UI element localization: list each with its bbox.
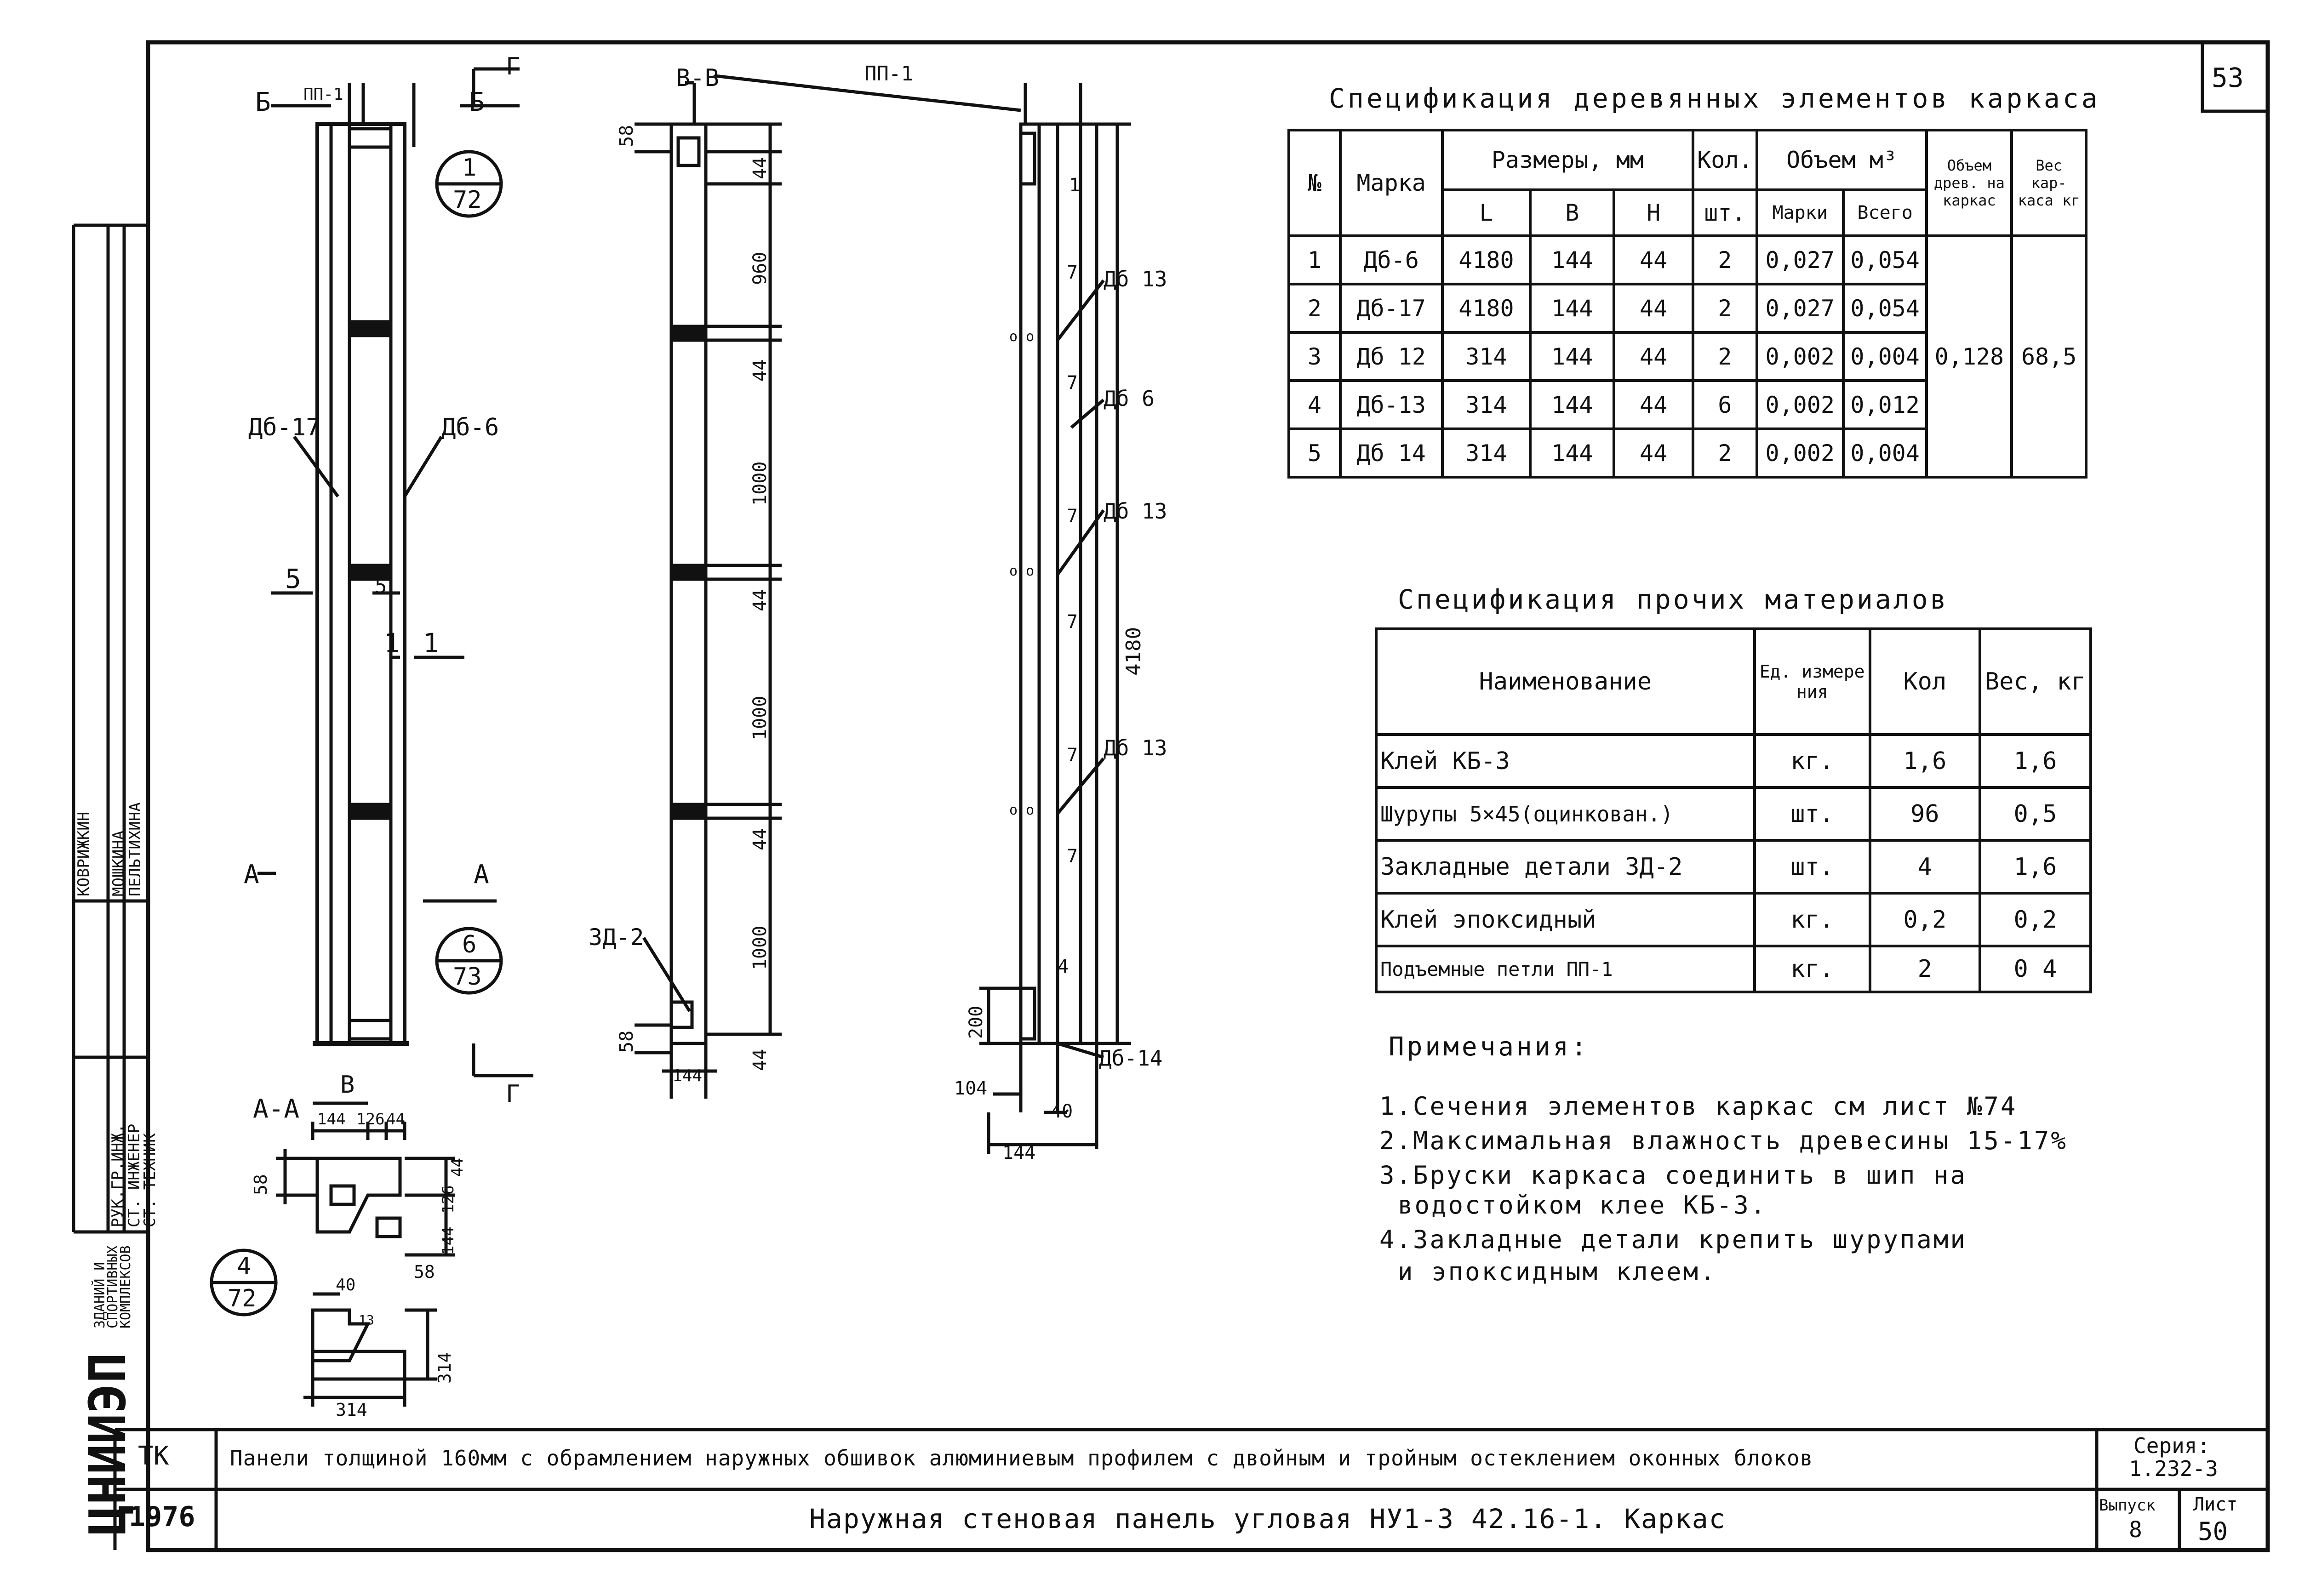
cell: 2 [1693, 236, 1756, 284]
cell: 314 [1442, 429, 1531, 477]
label-db13b: Дб 13 [1104, 499, 1167, 524]
cell: 0,5 [1980, 787, 2091, 840]
cell: Подъемные петли ПП-1 [1376, 946, 1755, 992]
th-vol-total: Всего [1843, 190, 1927, 236]
cell: 44 [1614, 284, 1693, 332]
cell: Дб-6 [1340, 236, 1442, 284]
dim-aa-144b: 144 [439, 1226, 458, 1255]
dim-aa-44: 44 [386, 1110, 405, 1129]
th-num: № [1289, 130, 1340, 236]
dim-vv-1000b: 1000 [749, 695, 771, 740]
cell: кг. [1755, 893, 1870, 946]
cell: 0 4 [1980, 946, 2091, 992]
cell: 0,027 [1757, 284, 1843, 332]
th-B: В [1530, 190, 1614, 236]
dim-aa-314: 314 [435, 1352, 455, 1384]
cell: 4180 [1442, 236, 1531, 284]
label-db13c: Дб 13 [1104, 735, 1167, 760]
cell: 0,2 [1870, 893, 1980, 946]
dim-aa-144: 144 [317, 1110, 346, 1129]
title-sub: Наружная стеновая панель угловая НУ1-3 42.16-1. Каркас [809, 1503, 1726, 1534]
sheet-label: Лист [2193, 1494, 2238, 1515]
th-weight: Вес, кг [1980, 629, 2091, 735]
stamp-role-2: СТ. ИНЖЕНЕР [125, 1123, 143, 1227]
cell: 144 [1530, 381, 1614, 429]
spec-other-table [1375, 627, 2092, 993]
spec-wood-title: Спецификация деревянных элементов каркаса [1329, 83, 2100, 114]
sheet-value: 50 [2198, 1517, 2228, 1546]
callout-2-bottom: 73 [453, 963, 482, 991]
callout-3-top: 4 [237, 1253, 252, 1280]
label-db6: Дб-6 [441, 414, 499, 441]
label-g-bottom: Г [506, 1080, 520, 1108]
label-1b: 1 [423, 627, 439, 659]
cell: 0,027 [1757, 236, 1843, 284]
cell: 2 [1693, 284, 1756, 332]
label-db14: Дб-14 [1099, 1046, 1163, 1071]
th-qty: Кол. [1693, 130, 1756, 190]
dim-aa-58: 58 [251, 1174, 271, 1195]
cell: 3 [1289, 332, 1340, 381]
stamp-org-line2: СПОРТИВНЫХ [105, 1245, 121, 1328]
label-zd2: ЗД-2 [589, 924, 644, 951]
dim-vv-960: 960 [749, 251, 771, 285]
note-4: 4.Закладные детали крепить шурупами [1379, 1225, 1967, 1254]
cell: 1,6 [1870, 735, 1980, 787]
dim-vv-44e: 44 [749, 1049, 771, 1071]
series-label: Серия: [2133, 1433, 2210, 1458]
label-1: 1 [1069, 175, 1081, 196]
dim-aa-40: 40 [336, 1276, 356, 1294]
cell-weight: 68,5 [2012, 236, 2086, 477]
th-qty-unit: шт. [1693, 190, 1756, 236]
label-7a: 7 [1067, 262, 1078, 283]
th-unit: Ед. измере ния [1755, 629, 1870, 735]
label-g-top: Г [506, 53, 520, 80]
dim-aa-44b: 44 [448, 1158, 467, 1177]
cell: Дб 14 [1340, 429, 1442, 477]
dim-vv-44d: 44 [749, 828, 771, 850]
stamp-name-1: КОВРИЖКИН [74, 811, 93, 896]
table-row [1376, 840, 2091, 893]
cell: 0,054 [1843, 236, 1927, 284]
notes-title: Примечания: [1389, 1032, 1590, 1062]
label-5: 5 [285, 563, 301, 594]
cell: 0,002 [1757, 429, 1843, 477]
cell: 144 [1530, 284, 1614, 332]
dim-aa-314b: 314 [336, 1400, 367, 1420]
label-7e: 7 [1067, 745, 1078, 766]
dim-aa-126b: 126 [439, 1185, 458, 1214]
stamp-role-1: РУК.ГР.ИНЖ. [109, 1123, 127, 1227]
th-H: Н [1614, 190, 1693, 236]
label-db13a: Дб 13 [1104, 267, 1167, 291]
dim-right-200: 200 [966, 1005, 987, 1039]
cell: 0,002 [1757, 381, 1843, 429]
cell: 144 [1530, 332, 1614, 381]
issue-label: Выпуск [2099, 1496, 2156, 1515]
cell: 44 [1614, 429, 1693, 477]
cell: Дб-13 [1340, 381, 1442, 429]
cell: Дб 12 [1340, 332, 1442, 381]
dim-aa-126: 126 [356, 1110, 385, 1129]
spec-other-title: Спецификация прочих материалов [1398, 584, 1949, 615]
cell-vol-frame: 0,128 [1927, 236, 2012, 477]
note-3: 3.Бруски каркаса соединить в шип на [1379, 1161, 1967, 1190]
section-right [979, 83, 1131, 1154]
cell: Дб-17 [1340, 284, 1442, 332]
cell: кг. [1755, 735, 1870, 787]
label-1a: 1 [384, 627, 400, 659]
table-row [1376, 787, 2091, 840]
note-1: 1.Сечения элементов каркас см лист №74 [1379, 1092, 2018, 1121]
stamp-name-3: ПЕЛЬТИХИНА [126, 802, 144, 896]
cell: 0,004 [1843, 332, 1927, 381]
table-row [1376, 946, 2091, 992]
cell: шт. [1755, 840, 1870, 893]
cell: 0,054 [1843, 284, 1927, 332]
label-pp1-a: ПП-1 [303, 85, 343, 104]
cell: шт. [1755, 787, 1870, 840]
th-dims: Размеры, мм [1442, 130, 1693, 190]
label-7f: 7 [1067, 846, 1078, 867]
cell: 1 [1289, 236, 1340, 284]
dim-vv-44a: 44 [749, 157, 771, 179]
label-pp1-b: ПП-1 [864, 62, 913, 86]
label-5b: 5 [375, 575, 387, 598]
stamp-org-line3: КОМПЛЕКСОВ [118, 1245, 134, 1328]
cell: 44 [1614, 236, 1693, 284]
dim-vv-44b: 44 [749, 359, 771, 382]
label-7c: 7 [1067, 506, 1078, 527]
cell: 0,2 [1980, 893, 2091, 946]
label-db17: Дб-17 [248, 414, 320, 441]
cell: 5 [1289, 429, 1340, 477]
dim-vv-1000c: 1000 [749, 925, 771, 970]
stamp-org-line1: ЗДАНИЙ И [92, 1262, 108, 1328]
dim-right-144: 144 [1002, 1142, 1036, 1163]
cell: 44 [1614, 381, 1693, 429]
cell: 4180 [1442, 284, 1531, 332]
note-2: 2.Максимальная влажность древесины 15-17% [1379, 1126, 2068, 1155]
cell: Шурупы 5×45(оцинкован.) [1376, 787, 1755, 840]
dim-vv-58b: 58 [616, 1030, 637, 1053]
label-oo2: о о [1009, 563, 1035, 579]
table-row [1376, 735, 2091, 787]
callout-1-top: 1 [462, 154, 477, 182]
issue-value: 8 [2129, 1517, 2142, 1543]
th-weight: Вес кар-каса кг [2012, 130, 2086, 236]
cell: 44 [1614, 332, 1693, 381]
dim-vv-1000a: 1000 [749, 461, 771, 506]
dim-vv-144: 144 [672, 1066, 703, 1085]
dim-right-104: 104 [954, 1078, 988, 1099]
cell: Клей КБ-3 [1376, 735, 1755, 787]
cell: 314 [1442, 332, 1531, 381]
label-b-left: Б [255, 87, 271, 117]
cell: 2 [1693, 429, 1756, 477]
th-name: Наименование [1376, 629, 1755, 735]
label-4: 4 [1058, 956, 1069, 977]
label-aa: А-А [253, 1094, 300, 1124]
dim-vv-44c: 44 [749, 589, 771, 611]
th-vol-mark: Марки [1757, 190, 1843, 236]
stamp-org-logo: ЦНИИЭП [78, 1352, 137, 1535]
label-v-bottom: В [340, 1071, 355, 1099]
label-vv: В-В [676, 64, 719, 92]
section-vv [635, 76, 1021, 1099]
label-7b: 7 [1067, 372, 1078, 393]
cell: Клей эпоксидный [1376, 893, 1755, 946]
callout-1-bottom: 72 [453, 186, 482, 214]
th-mark: Марка [1340, 130, 1442, 236]
cell: 314 [1442, 381, 1531, 429]
dim-right-4180: 4180 [1122, 627, 1145, 676]
stamp-role-3: СТ. ТЕХНИК [141, 1133, 159, 1227]
label-oo3: о о [1009, 802, 1035, 818]
cell: 2 [1693, 332, 1756, 381]
cell: 2 [1870, 946, 1980, 992]
th-L: L [1442, 190, 1531, 236]
cell: Закладные детали ЗД-2 [1376, 840, 1755, 893]
note-4-cont: и эпоксидным клеем. [1398, 1257, 1717, 1286]
callout-3-bottom: 72 [228, 1285, 257, 1312]
table-row [1289, 236, 2086, 284]
page-number: 53 [2212, 62, 2244, 93]
label-b-right: Б [469, 87, 485, 117]
cell: 0,004 [1843, 429, 1927, 477]
callout-2-top: 6 [462, 931, 477, 958]
label-db6b: Дб 6 [1104, 386, 1155, 411]
cell: 144 [1530, 236, 1614, 284]
dim-aa-13: 13 [359, 1312, 374, 1328]
th-vol-frame: Объем древ. на каркас [1927, 130, 2012, 236]
cell: 6 [1693, 381, 1756, 429]
title-year: 1976 [129, 1501, 195, 1533]
th-qty: Кол [1870, 629, 1980, 735]
cell: 0,002 [1757, 332, 1843, 381]
stamp-name-2: МОШКИНА [109, 830, 128, 896]
title-main: Панели толщиной 160мм с обрамлением наружных обшивок алюминиевым профилем с двойным и тройным остеклением оконных блоков [230, 1446, 1813, 1471]
dim-vv-58: 58 [616, 125, 637, 147]
cell: кг. [1755, 946, 1870, 992]
dim-aa-58b: 58 [414, 1262, 435, 1282]
label-oo1: о о [1009, 329, 1035, 345]
cell: 144 [1530, 429, 1614, 477]
cell: 1,6 [1980, 840, 2091, 893]
label-7d: 7 [1067, 611, 1078, 633]
series-value: 1.232-3 [2129, 1456, 2218, 1481]
title-code: ТК [138, 1441, 169, 1471]
note-3-cont: водостойком клее КБ-3. [1398, 1191, 1767, 1220]
th-vol: Объем м³ [1757, 130, 1927, 190]
cell: 1,6 [1980, 735, 2091, 787]
cell: 96 [1870, 787, 1980, 840]
cell: 0,012 [1843, 381, 1927, 429]
dim-right-40: 40 [1051, 1101, 1073, 1122]
label-a-right: А [474, 860, 489, 889]
cell: 2 [1289, 284, 1340, 332]
cell: 4 [1870, 840, 1980, 893]
spec-wood-table [1287, 129, 2087, 479]
cell: 4 [1289, 381, 1340, 429]
label-a-left: А [244, 860, 259, 889]
table-row [1376, 893, 2091, 946]
